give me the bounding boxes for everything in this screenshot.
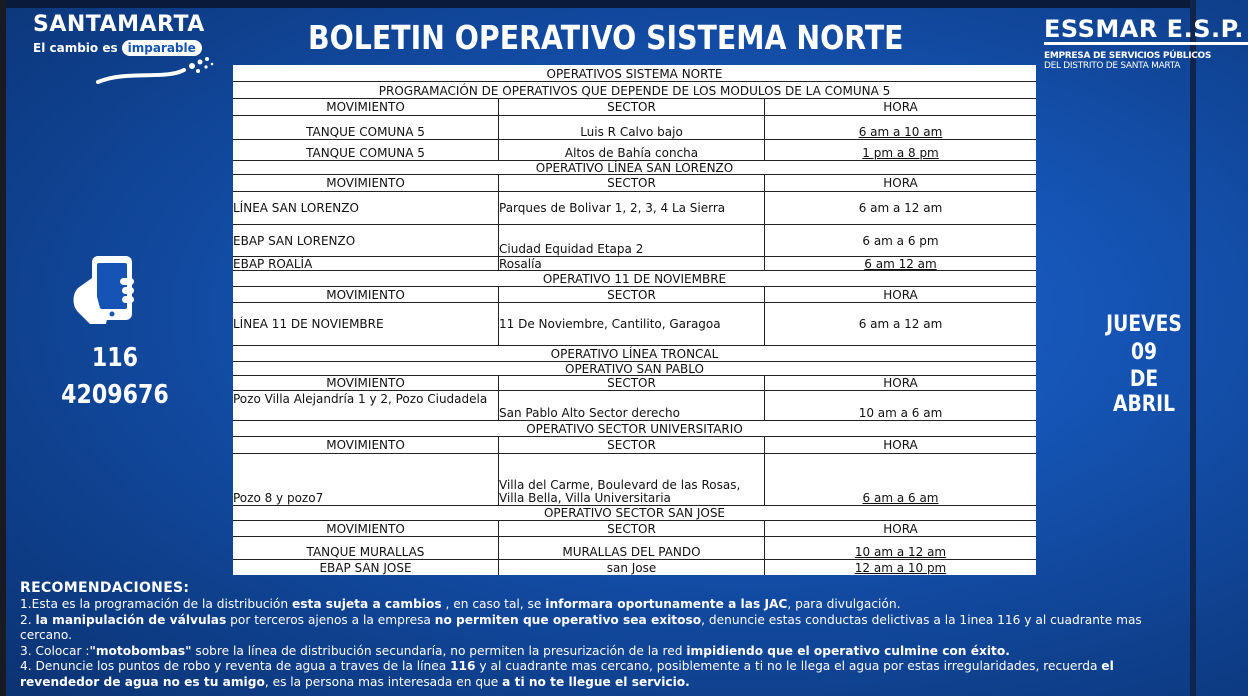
date-day: 09: [1130, 340, 1158, 365]
col-sector: SECTOR: [499, 437, 765, 453]
section-title: OPERATIVO LÍNEA SAN LORENZO: [535, 160, 734, 175]
recommendation-4: [20, 659, 1192, 690]
col-movimiento: MOVIMIENTO: [233, 99, 499, 115]
rec-bold: a ti no te llegue el servicio.: [502, 674, 690, 689]
recommendation-3: [20, 644, 1192, 660]
date-month: DE ABRIL: [1112, 367, 1175, 417]
section-title-row: [233, 82, 1036, 99]
left-strip: [0, 0, 6, 696]
rec-text: 2.: [20, 612, 36, 627]
col-hora: HORA: [883, 287, 918, 302]
section-title-row: [233, 421, 1036, 437]
rec-bold: no permiten que operativo sea exitoso: [434, 612, 702, 627]
col-hora: HORA: [883, 176, 918, 190]
brand-left-slogan: [33, 40, 205, 56]
table-row: [233, 192, 1036, 225]
table-main-header-label: OPERATIVOS SISTEMA NORTE: [546, 67, 723, 81]
col-sector: SECTOR: [499, 376, 765, 390]
phone-number-long: 4209676: [61, 380, 169, 410]
section-title: OPERATIVO 11 DE NOVIEMBRE: [542, 272, 727, 286]
cell-sector: 11 De Noviembre, Cantilito, Garagoa: [499, 303, 765, 345]
cell-sector: MURALLAS DEL PANDO: [499, 537, 765, 559]
section-title: OPERATIVO SECTOR UNIVERSITARIO: [526, 422, 743, 436]
cell-sector: Luis R Calvo bajo: [499, 116, 765, 139]
table-row: [233, 257, 1036, 271]
col-sector: SECTOR: [499, 287, 765, 302]
rec-text: 1.Esta es la programación de la distribución: [20, 597, 292, 611]
table-main-header: [233, 65, 1036, 82]
rec-text: y al cuadrante mas cercano, posiblemente a ti no le llega el agua por estas irregularidades, recuerda: [475, 659, 1102, 673]
col-sector: SECTOR: [499, 175, 765, 191]
section-title: PROGRAMACIÓN DE OPERATIVOS QUE DEPENDE DE LOS MODULOS DE LA COMUNA 5: [378, 84, 891, 98]
rec-text: , es la persona mas interesada en que: [264, 674, 503, 689]
brand-left-prefix: El cambio es: [33, 41, 118, 55]
page-title: BOLETIN OPERATIVO SISTEMA NORTE: [308, 18, 904, 57]
recommendations-title: RECOMENDACIONES:: [20, 580, 190, 596]
column-header-row: [233, 99, 1036, 116]
brand-left-title: SANTAMARTA: [33, 12, 205, 37]
cell-movimiento: LÍNEA 11 DE NOVIEMBRE: [233, 303, 499, 345]
cell-hora: 6 am a 10 am: [858, 125, 943, 139]
recommendation-2: [20, 613, 1192, 644]
cell-hora: 10 am a 6 am: [858, 406, 943, 420]
section-title-row: [233, 362, 1036, 376]
brand-right-sub1: EMPRESA DE SERVICIOS PÚBLICOS: [1044, 51, 1212, 61]
rec-text: 4. Denuncie los puntos de robo y reventa de agua a traves de la línea: [20, 659, 451, 673]
rec-text: por terceros ajenos a la empresa: [226, 612, 435, 627]
rec-bold: 116: [450, 659, 476, 673]
column-header-row: [233, 175, 1036, 192]
santamarta-logo: [33, 14, 205, 56]
cell-hora: 10 am a 12 am: [854, 545, 947, 559]
col-hora: HORA: [883, 100, 918, 114]
table-row: [233, 454, 1036, 506]
smartphone-hand-icon: [70, 254, 142, 326]
table-row: [233, 537, 1036, 560]
recommendation-1: [20, 597, 1192, 613]
table-row: [233, 225, 1036, 257]
table-row: [233, 391, 1036, 421]
date-day-name: JUEVES: [1106, 312, 1182, 337]
cell-movimiento: Pozo 8 y pozo7: [233, 454, 499, 505]
column-header-row: [233, 437, 1036, 454]
column-header-row: [233, 287, 1036, 303]
rec-text: , para divulgación.: [787, 597, 901, 611]
cell-movimiento: LÍNEA SAN LORENZO: [233, 192, 499, 224]
rec-text: 3. Colocar :: [20, 643, 90, 658]
table-row: [233, 140, 1036, 161]
rec-bold: informara oportunamente a las JAC: [545, 597, 788, 611]
rec-bold: la manipulación de válvulas: [35, 612, 227, 627]
rec-text: sobre la línea de distribución secundaría, no permiten la presurización de la red: [191, 643, 687, 658]
cell-movimiento: TANQUE COMUNA 5: [233, 140, 499, 160]
col-hora: HORA: [883, 521, 918, 536]
phone-number-short: 116: [91, 343, 139, 373]
cell-sector: Ciudad Equidad Etapa 2: [499, 225, 765, 256]
cell-sector: San Pablo Alto Sector derecho: [499, 391, 765, 420]
brand-right-sub2: DEL DISTRITO DE SANTA MARTA: [1044, 61, 1181, 71]
rec-bold: esta sujeta a cambios: [291, 597, 442, 611]
cell-hora: 6 am a 6 am: [862, 491, 939, 505]
operations-table: [233, 65, 1036, 575]
section-title: OPERATIVO SAN PABLO: [565, 361, 704, 376]
section-title-row: [233, 271, 1036, 287]
cell-movimiento: EBAP ROALÍA: [233, 257, 499, 270]
cell-hora: 6 am 12 am: [864, 256, 937, 271]
col-movimiento: MOVIMIENTO: [233, 175, 499, 191]
section-title-row: [233, 346, 1036, 362]
col-movimiento: MOVIMIENTO: [233, 437, 499, 453]
col-sector: SECTOR: [499, 521, 765, 536]
essmar-logo: [1044, 15, 1244, 71]
brand-right-title: ESSMAR E.S.P.: [1044, 16, 1248, 45]
brand-left-pill: imparable: [122, 40, 202, 56]
rec-text: , denuncie estas conductas delictivas a la 1inea 116 y al cuadrante mas cercano.: [20, 612, 1142, 642]
cell-hora: 12 am a 10 pm: [854, 560, 947, 575]
cell-hora: 1 pm a 8 pm: [862, 146, 939, 160]
table-row: [233, 560, 1036, 575]
cell-sector: Rosalía: [499, 257, 765, 270]
recommendations: [20, 580, 1192, 690]
table-row: [233, 116, 1036, 140]
col-hora: HORA: [883, 438, 918, 452]
cell-movimiento: EBAP SAN LORENZO: [233, 225, 499, 256]
section-title-row: [233, 161, 1036, 175]
rec-bold: el revendedor de agua no es tu amigo: [20, 659, 1114, 689]
rec-text: , en caso tal, se: [441, 597, 546, 611]
column-header-row: [233, 376, 1036, 391]
table-row: [233, 303, 1036, 346]
cell-hora: 6 am a 6 pm: [862, 234, 939, 248]
cell-hora: 6 am a 12 am: [858, 201, 943, 215]
rec-bold: "motobombas": [89, 643, 192, 658]
cell-sector: san Jose: [499, 560, 765, 575]
col-sector: SECTOR: [499, 99, 765, 115]
cell-movimiento: Pozo Villa Alejandría 1 y 2, Pozo Ciudadela: [233, 391, 499, 420]
col-movimiento: MOVIMIENTO: [233, 287, 499, 302]
cell-hora: 6 am a 12 am: [858, 317, 943, 331]
column-header-row: [233, 521, 1036, 537]
cell-sector: Altos de Bahía concha: [499, 140, 765, 160]
cell-movimiento: TANQUE MURALLAS: [233, 537, 499, 559]
cell-sector: Villa del Carme, Boulevard de las Rosas, Villa Bella, Villa Universitaria: [499, 454, 765, 505]
section-title-row: [233, 506, 1036, 521]
section-title: OPERATIVO SECTOR SAN JOSE: [543, 506, 726, 520]
rec-bold: impidiendo que el operativo culmine con éxito.: [686, 643, 1010, 658]
col-movimiento: MOVIMIENTO: [233, 376, 499, 390]
cell-movimiento: EBAP SAN JOSE: [233, 560, 499, 575]
swoosh-dots-icon: [96, 56, 216, 90]
col-movimiento: MOVIMIENTO: [233, 521, 499, 536]
top-strip: [0, 0, 1196, 8]
cell-movimiento: TANQUE COMUNA 5: [233, 116, 499, 139]
cell-sector: Parques de Bolivar 1, 2, 3, 4 La Sierra: [499, 192, 765, 224]
col-hora: HORA: [883, 376, 918, 390]
section-title: OPERATIVO LÍNEA TRONCAL: [550, 347, 719, 361]
